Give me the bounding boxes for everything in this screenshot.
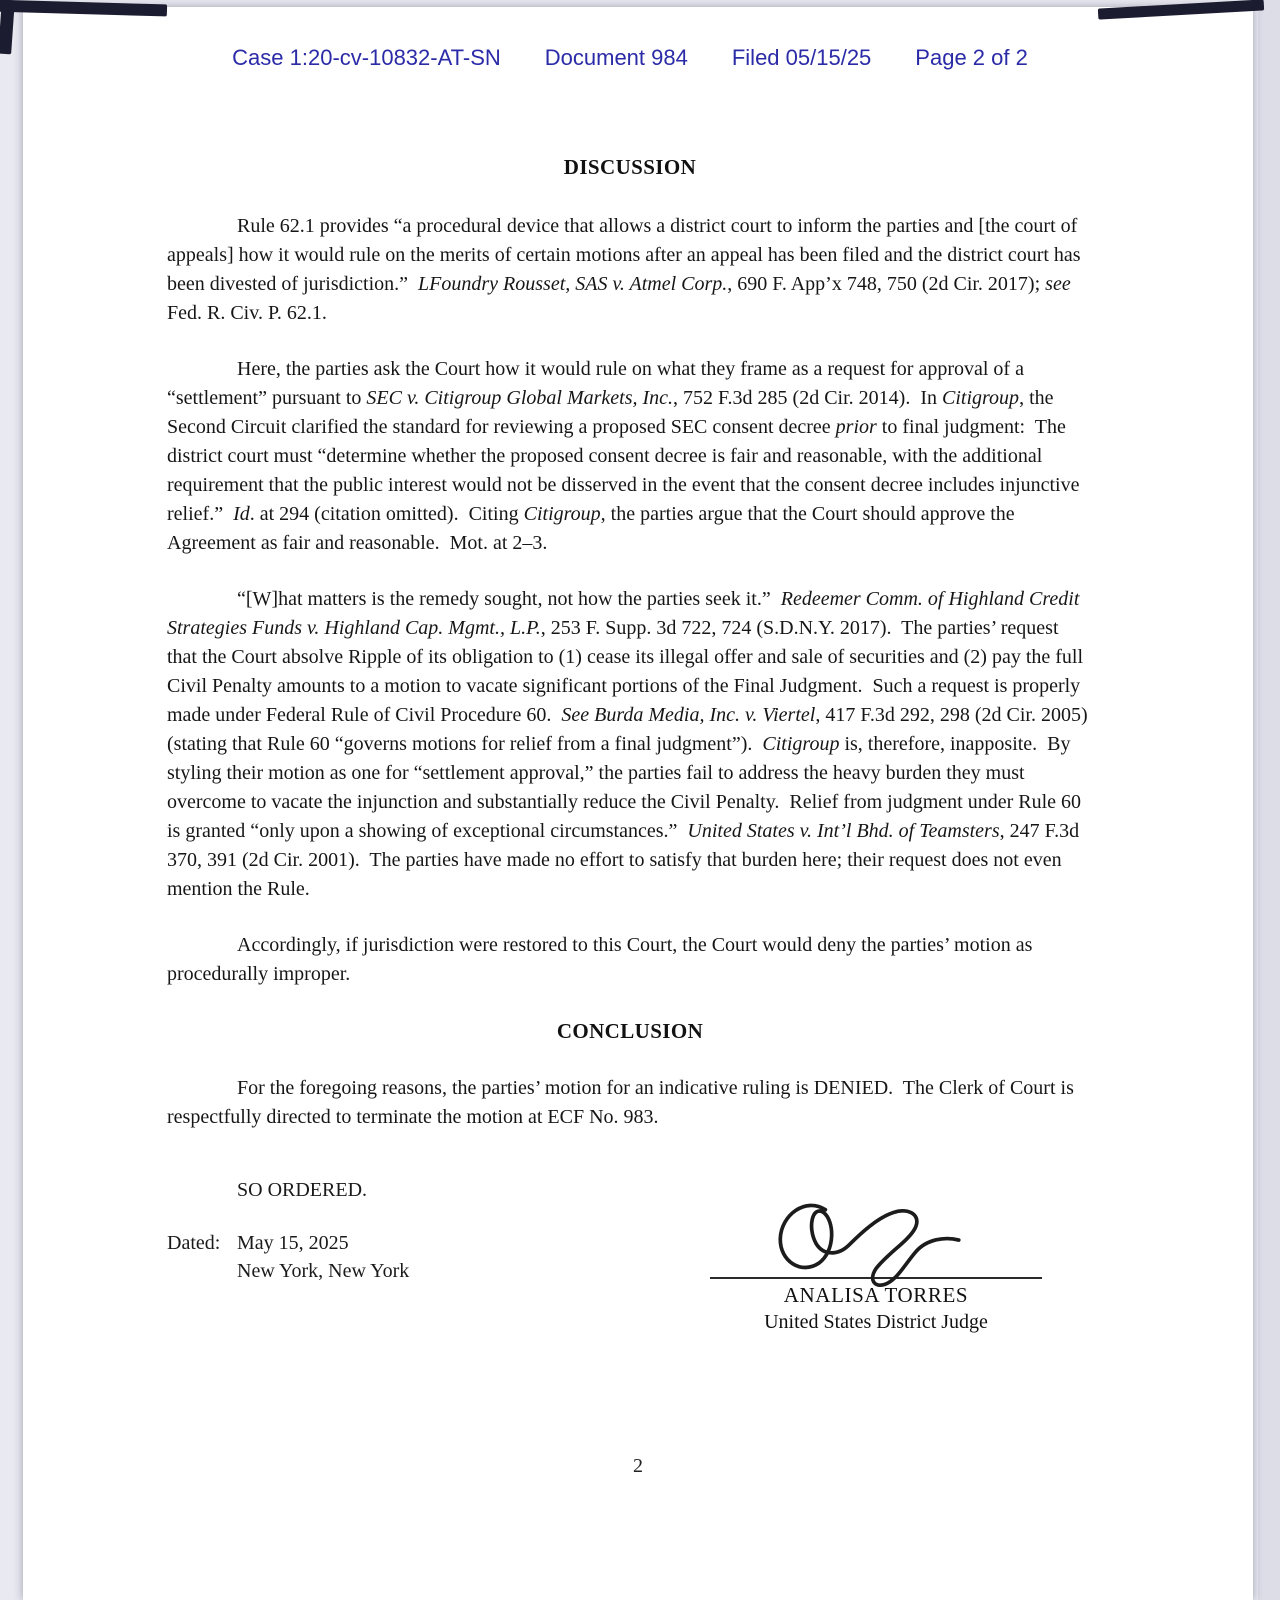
paragraph-conclusion: For the foregoing reasons, the parties’ motion for an indicative ruling is DENIED. The Clerk of Court is respectfully directed to terminate the motion at ECF No. 983. [167, 1077, 1079, 1128]
judge-signature-icon [761, 1195, 991, 1287]
so-ordered-line: SO ORDERED. [237, 1179, 368, 1201]
signature-section [167, 1229, 1093, 1389]
dated-label: Dated: [167, 1232, 221, 1254]
background-margin-right [1258, 0, 1280, 1600]
page-of-pages: Page 2 of 2 [915, 45, 1028, 70]
judge-name: ANALISA TORRES [783, 1283, 969, 1307]
document-page [23, 7, 1253, 1600]
paragraph-citigroup-standard: Here, the parties ask the Court how it would rule on what they frame as a request for approval of a “settlement” pursuant to SEC v. Citigroup Global Markets, Inc., 752 F.3d 285 (2d Cir. 2014). In Citigroup, the Second Circuit clarified the standard for reviewing a proposed SEC consent decree prior to final judgment: The district court must “determine whether the proposed consent decree is fair and reasonable, with the additional requirement that the public interest would not be disserved in the event that the consent decree includes injunctive relief.” Id. at 294 (citation omitted). Citing Citigroup, the parties argue that the Court should approve the Agreement as fair and reasonable. Mot. at 2–3. [167, 358, 1085, 554]
document-number: Document 984 [544, 45, 688, 70]
judge-signature-block [710, 1195, 1042, 1334]
filed-date: Filed 05/15/25 [731, 45, 872, 70]
dated-date: May 15, 2025 [237, 1232, 349, 1254]
judge-title: United States District Judge [764, 1311, 988, 1333]
signature-line [710, 1277, 1042, 1279]
paragraph-rule-62-1: Rule 62.1 provides “a procedural device that allows a district court to inform the parties and [the court of appeals] how it would rule on the merits of certain motions after an appeal has been filed and the district court has been divested of jurisdiction.” LFoundry Rousset, SAS v. Atmel Corp., 690 F. App’x 748, 750 (2d Cir. 2017); see Fed. R. Civ. P. 62.1. [167, 215, 1086, 324]
pacer-stamp-header [167, 45, 1093, 71]
page-number: 2 [633, 1455, 643, 1477]
conclusion-heading: CONCLUSION [556, 1019, 704, 1043]
scan-artifact-left-edge [0, 0, 15, 54]
paragraph-would-deny: Accordingly, if jurisdiction were restored to this Court, the Court would deny the parties’ motion as procedurally improper. [167, 934, 1038, 985]
document-content [23, 7, 1253, 1389]
discussion-heading: DISCUSSION [563, 155, 697, 179]
case-number: Case 1:20-cv-10832-AT-SN [232, 45, 501, 70]
paragraph-rule-60-analysis: “[W]hat matters is the remedy sought, not how the parties seek it.” Redeemer Comm. of Highland Credit Strategies Funds v. Highland Cap. Mgmt., L.P., 253 F. Supp. 3d 722, 724 (S.D.N.Y. 2017). The parties’ request that the Court absolve Ripple of its obligation to (1) cease its illegal offer and sale of securities and (2) pay the full Civil Penalty amounts to a motion to vacate significant portions of the Final Judgment. Such a request is properly made under Federal Rule of Civil Procedure 60. See Burda Media, Inc. v. Viertel, 417 F.3d 292, 298 (2d Cir. 2005) (stating that Rule 60 “governs motions for relief from a final judgment”). Citigroup is, therefore, inapposite. By styling their motion as one for “settlement approval,” the parties fail to address the heavy burden they must overcome to vacate the injunction and substantially reduce the Civil Penalty. Relief from judgment under Rule 60 is granted “only upon a showing of exceptional circumstances.” United States v. Int’l Bhd. of Teamsters, 247 F.3d 370, 391 (2d Cir. 2001). The parties have made no effort to satisfy that burden here; their request does not even mention the Rule. [167, 588, 1093, 900]
dated-place: New York, New York [237, 1260, 410, 1282]
